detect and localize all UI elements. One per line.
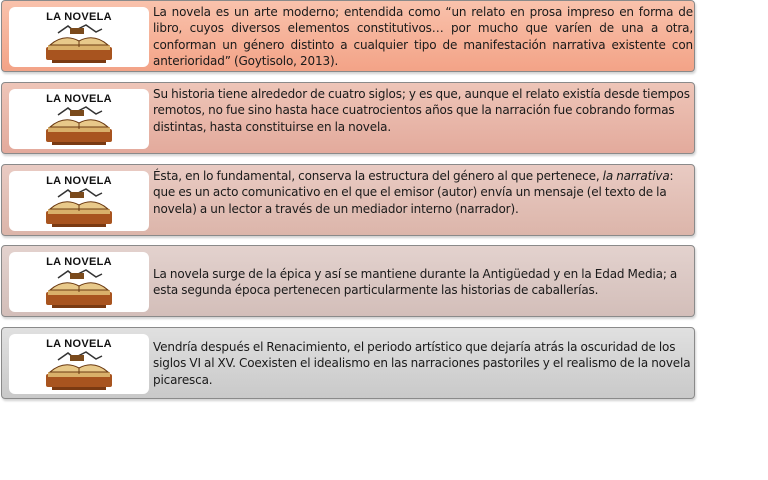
row-text-italic: la narrativa [602,169,670,183]
info-row-1 [1,0,695,72]
row-text: Vendría después el Renacimiento, el periodo artístico que dejaría atrás la oscuridad de los siglos VI al XV. Coexisten el idealismo en las narraciones pastoriles y el realismo de la novela picaresca. [153,340,691,387]
novel-thumbnail [9,7,149,67]
open-book-icon [44,23,114,65]
open-book-icon [44,268,114,310]
open-book-icon [44,350,114,392]
novel-thumbnail [9,171,149,231]
row-text-before: Ésta, en lo fundamental, conserva la estructura del género al que pertenece, [153,169,603,183]
row-text-after: : que es un acto comunicativo en el que el emisor (autor) envía un mensaje (el texto de la novela) a un lector a través de un mediador interno (narrador). [153,169,674,216]
thumbnail-title: LA NOVELA [46,175,112,187]
row-text: Su historia tiene alrededor de cuatro siglos; y es que, aunque el relato existía desde tiempos remotos, no fue sino hasta hace cuatrocientos años que la narración fue cobrando formas distintas, hasta constituirse en la novela. [153,87,690,134]
info-row-5 [1,327,695,399]
novel-thumbnail [9,334,149,394]
info-row-4 [1,245,695,317]
thumbnail-title: LA NOVELA [46,338,112,350]
thumbnail-title: LA NOVELA [46,93,112,105]
open-book-icon [44,105,114,147]
novel-thumbnail [9,252,149,312]
novel-thumbnail [9,89,149,149]
thumbnail-title: LA NOVELA [46,256,112,268]
open-book-icon [44,187,114,229]
info-row-2 [1,82,695,154]
row-text [153,168,693,217]
info-row-3 [1,164,695,236]
row-text: La novela es un arte moderno; entendida como “un relato en prosa impreso en forma de libro, cuyos diversos elementos constitutivos… por mucho que varíen de una a otra, conforman un género distinto a cualquier tipo de manifestación narrativa existente con anterioridad” (Goytisolo, 2013). [153,5,693,68]
thumbnail-title: LA NOVELA [46,11,112,23]
row-text: La novela surge de la épica y así se mantiene durante la Antigüedad y en la Edad Media; a esta segunda época pertenecen particularmente las historias de caballerías. [153,267,678,298]
